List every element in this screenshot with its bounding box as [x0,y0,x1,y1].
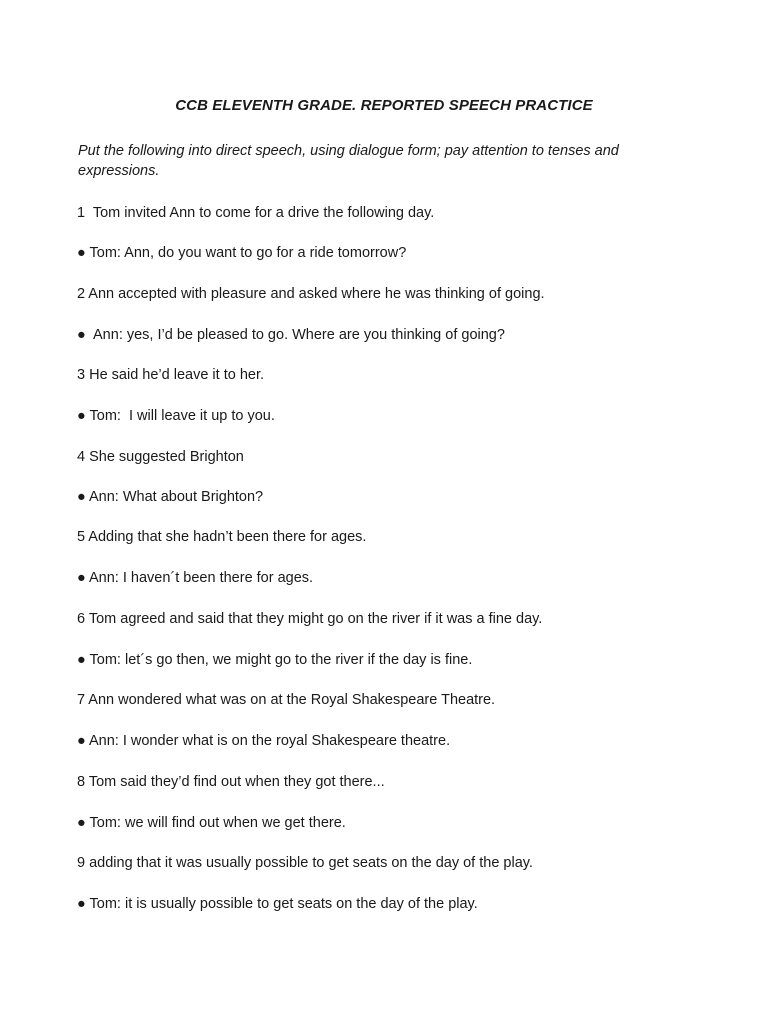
answer-item-9: ● Tom: it is usually possible to get seats on the day of the play. [77,896,478,912]
answer-item-4: ● Ann: What about Brighton? [77,489,264,505]
answer-item-5: ● Ann: I haven´t been there for ages. [77,570,314,586]
exercise-item-3: 3 He said he’d leave it to her. [77,367,265,383]
answer-item-1: ● Tom: Ann, do you want to go for a ride tomorrow? [77,245,407,261]
exercise-item-1: 1 Tom invited Ann to come for a drive the following day. [77,205,435,221]
exercise-item-8: 8 Tom said they’d find out when they got there... [77,774,385,790]
exercise-item-6: 6 Tom agreed and said that they might go on the river if it was a fine day. [77,611,543,627]
answer-item-8: ● Tom: we will find out when we get there. [77,815,346,831]
answer-item-7: ● Ann: I wonder what is on the royal Shakespeare theatre. [77,733,451,749]
answer-item-3: ● Tom: I will leave it up to you. [77,408,275,424]
instructions-text: Put the following into direct speech, using dialogue form; pay attention to tenses and expressions. [78,143,619,179]
answer-item-2: ● Ann: yes, I’d be pleased to go. Where are you thinking of going? [77,327,505,343]
exercise-item-5: 5 Adding that she hadn’t been there for ages. [77,529,367,545]
answer-item-6: ● Tom: let´s go then, we might go to the river if the day is fine. [77,652,473,668]
exercise-item-2: 2 Ann accepted with pleasure and asked where he was thinking of going. [77,286,545,302]
exercise-item-9: 9 adding that it was usually possible to get seats on the day of the play. [77,855,533,871]
document-title: CCB ELEVENTH GRADE. REPORTED SPEECH PRACTICE [175,97,593,114]
exercise-item-4: 4 She suggested Brighton [77,449,244,465]
exercise-item-7: 7 Ann wondered what was on at the Royal Shakespeare Theatre. [77,692,496,708]
